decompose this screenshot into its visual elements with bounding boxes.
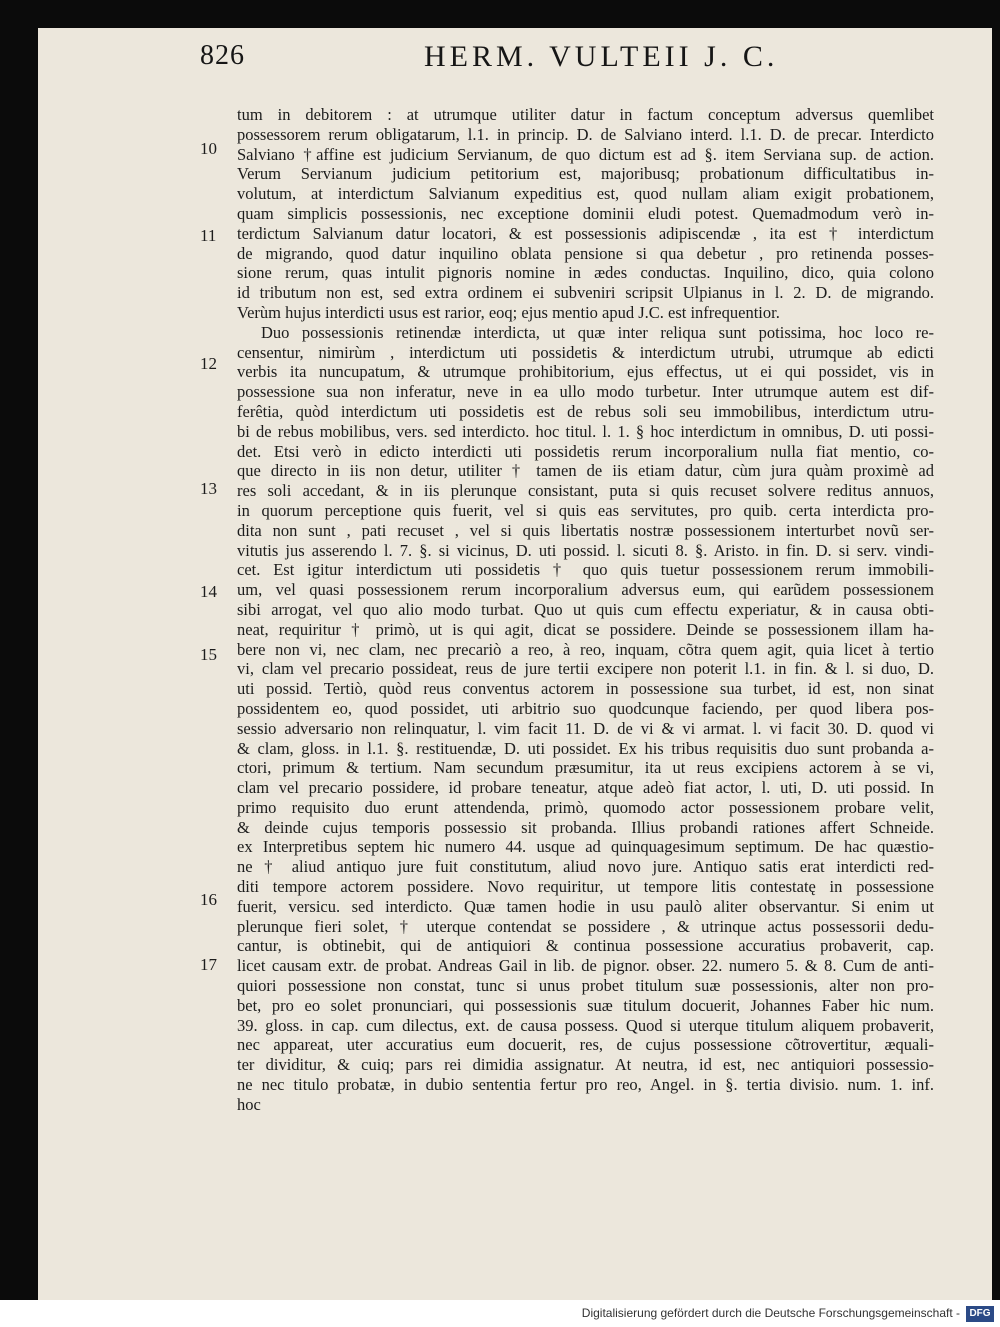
text-line: cet. Est igitur interdictum uti possidetis † quo quis tuetur possessionem rerum immobili- <box>237 560 934 580</box>
text-line: det. Etsi verò in edicto interdicti uti possidetis rerum incorporalium nulla fiat mentio, co- <box>237 441 934 461</box>
text-line: quam simplicis possessionis, nec exceptione dominii eludi potest. Quemadmodum verò in- <box>237 203 934 223</box>
text-line: possidentem eo, quod possidet, uti arbitrio suo quodcunque faciendo, per quod libera pos- <box>237 698 934 718</box>
margin-number: 13 <box>200 479 217 498</box>
margin-number: 11 <box>200 226 217 245</box>
text-line: clam vel precario possidere, id probare teneatur, atque adeò fiat actor, l. uti, D. uti possid. In <box>237 778 934 798</box>
dfg-logo: DFG <box>966 1306 994 1322</box>
running-head: HERM. VULTEII J. C. <box>424 40 779 73</box>
margin-number: 17 <box>200 955 217 974</box>
text-line: & deinde cujus temporis possessio sit probanda. Illius probandi rationes affert Schneide. <box>237 817 934 837</box>
text-line: dita non sunt , pati recuset , vel si quis libertatis nostræ possessionem interturbet novũ ser- <box>237 520 934 540</box>
text-line: sibi arrogat, vel quo alio modo turbat. Quo ut quis cum effectu experiatur, & in causa obti- <box>237 599 934 619</box>
text-line: uti possid. Tertiò, quòd reus conventus actorem in possessione sua turbet, id est, non sinat <box>237 679 934 699</box>
text-line: primo requisito duo erunt attendenda, primò, quomodo actor possessionem probare velit, <box>237 797 934 817</box>
text-line: ferêtia, quòd interdictum uti possidetis est de rebus soli seu immobilibus, interdictum utru- <box>237 401 934 421</box>
text-line: vitutis jus asserendo l. 7. §. si vicinus, D. uti possid. l. sicuti 8. §. Aristo. in fin. D. si serv. vindi- <box>237 540 934 560</box>
text-line: terdictum Salvianum datur locatori, & est possessionis adipiscendæ , ita est † interdictum <box>237 223 934 243</box>
text-line: & clam, gloss. in l.1. §. restituendæ, D. uti possidet. Ex his tribus requisitis duo sunt probanda a- <box>237 738 934 758</box>
text-line: Verum Servianum judicium petitorium est, majoribusq; probationum difficultatibus in- <box>237 164 934 184</box>
margin-number: 15 <box>200 645 217 664</box>
text-line: fuerit, versicu. sed interdicto. Quæ tamen hodie in usu paulò aliter observantur. Si enim ut <box>237 896 934 916</box>
text-line: ex Interpretibus septem hic numero 44. usque ad quinquagesimum septimum. De hac quæstio- <box>237 837 934 857</box>
text-line: id tributum non est, sed extra ordinem ei subveniri scripsit Ulpianus in l. 2. D. de migrando. <box>237 283 934 303</box>
text-line: res soli accedant, & in iis plerunque consistant, puta si quis recuset solvere reditus annuos, <box>237 481 934 501</box>
text-line: de migrando, quod datur inquilino oblata pensione si qua debetur , pro retinenda posses- <box>237 243 934 263</box>
text-line: quiori possessione non constat, tunc si unus probet titulum suæ possessionis, alter non pro- <box>237 976 934 996</box>
margin-number: 12 <box>200 354 217 373</box>
footer-bar <box>0 1300 1000 1327</box>
text-line: bi de rebus mobilibus, vers. sed interdicto. hoc titul. l. 1. § hoc interdictum in omnibus, D. uti possi- <box>237 421 934 441</box>
margin-number: 14 <box>200 582 217 601</box>
text-line: Duo possessionis retinendæ interdicta, ut quæ inter reliqua sunt potissima, hoc loco re- <box>261 322 934 342</box>
text-line: censentur, nimirùm , interdictum uti possidetis & interdictum utrubi, utrumque ab edicti <box>237 342 934 362</box>
text-line: diti tempore actorem possidere. Novo requiritur, ut tempore litis contestatę in possessione <box>237 877 934 897</box>
text-line: plerunque fieri solet, † uterque contendat se possidere , & utrinque actus possessorii dedu- <box>237 916 934 936</box>
margin-number: 16 <box>200 890 217 909</box>
text-line: sessio adversario non relinquatur, l. vim facit 11. D. de vi & vi armat. l. vi facit 30. D. quod vi <box>237 718 934 738</box>
text-line: um, vel quasi possessionem rerum incorporalium adversus eum, qui earũdem possessionem <box>237 580 934 600</box>
text-line: bet, pro eo solet pronunciari, qui possessionis suæ titulum docuerit, Johannes Faber hic num. <box>237 995 934 1015</box>
text-line: bere non vi, nec clam, nec precariò a reo, à reo, inquam, cõtra quem agit, quia licet à tertio <box>237 639 934 659</box>
text-line: nec appareat, uter accuratius eum docuerit, res, de cujus possessione cõtrovertitur, æquali- <box>237 1035 934 1055</box>
text-line: ter dividitur, & cuiq; pars rei dimidia assignatur. At neutra, id est, nec antiquiori possessio- <box>237 1055 934 1075</box>
text-line: cantur, is obtinebit, qui de antiquiori & continua possessione accuratius probaverit, cap. <box>237 936 934 956</box>
text-line: possessione sua non inferatur, neve in ea ullo modo turbetur. Inter utrumque autem est dif- <box>237 382 934 402</box>
text-line: 39. gloss. in cap. cum dilectus, ext. de causa possess. Quod si uterque titulum aliquem probaverit, <box>237 1015 934 1035</box>
page-number: 826 <box>200 40 245 71</box>
catchword <box>237 1115 934 1135</box>
text-line: sione rerum, quas intulit pignoris nomine in ædes conductas. Inquilino, dico, quia colono <box>237 263 934 283</box>
text-line: tum in debitorem : at utrumque utiliter datur in factum conceptum adversus quemlibet <box>237 105 934 124</box>
text-line: Salviano †affine est judicium Servianum, de quo dictum est ad §. item Serviana sup. de action. <box>237 144 934 164</box>
text-line: in quorum perceptione quis fuerit, vel si quis eas servitutes, pro quib. certa interdicta pro- <box>237 500 934 520</box>
text-line: verbis ita nuncupatum, & utrumque prohibitorium, ejus effectus, ut ei qui possidet, vis in <box>237 362 934 382</box>
text-line: hoc <box>237 1094 261 1114</box>
body-text <box>237 105 934 1134</box>
text-line: ne † aliud antiquo jure fuit constitutum, aliud novo jure. Antiquo satis erat interdicti red- <box>237 857 934 877</box>
text-line: ctori, primum & tertium. Nam secundum præsumitur, ita ut reus excipiens actorem à se vi, <box>237 758 934 778</box>
text-line: possessorem rerum obligatarum, l.1. in princip. D. de Salviano interd. l.1. D. de precar. Interdicto <box>237 124 934 144</box>
text-line: neat, requiritur † primò, ut is qui agit, dicat se possidere. Deinde se possessionem illam ha- <box>237 619 934 639</box>
text-line: volutum, at interdictum Salvianum expeditius est, quod nullam aliam exigit probationem, <box>237 184 934 204</box>
text-line: Verùm hujus interdicti usus est rarior, eoq; ejus mentio apud J.C. est infrequentior. <box>237 302 780 322</box>
text-line: ne nec titulo probatæ, in dubio sententia fertur pro reo, Angel. in §. tertia divisio. num. 1. inf. <box>237 1075 934 1095</box>
margin-number: 10 <box>200 139 217 158</box>
text-line: que directo in iis non detur, utiliter † tamen de iis etiam datur, cùm jura quàm proximè ad <box>237 461 934 481</box>
text-line: vi, clam vel precario possideat, reus de jure tertii excipere non poterit l.1. in fin. & l. si duo, D. <box>237 659 934 679</box>
page-header <box>200 40 940 80</box>
text-line: licet causam extr. de probat. Andreas Gail in lib. de pignor. obser. 22. numero 5. & 8. Cum de anti- <box>237 956 934 976</box>
digitization-notice: Digitalisierung gefördert durch die Deutsche Forschungsgemeinschaft - <box>581 1306 960 1320</box>
